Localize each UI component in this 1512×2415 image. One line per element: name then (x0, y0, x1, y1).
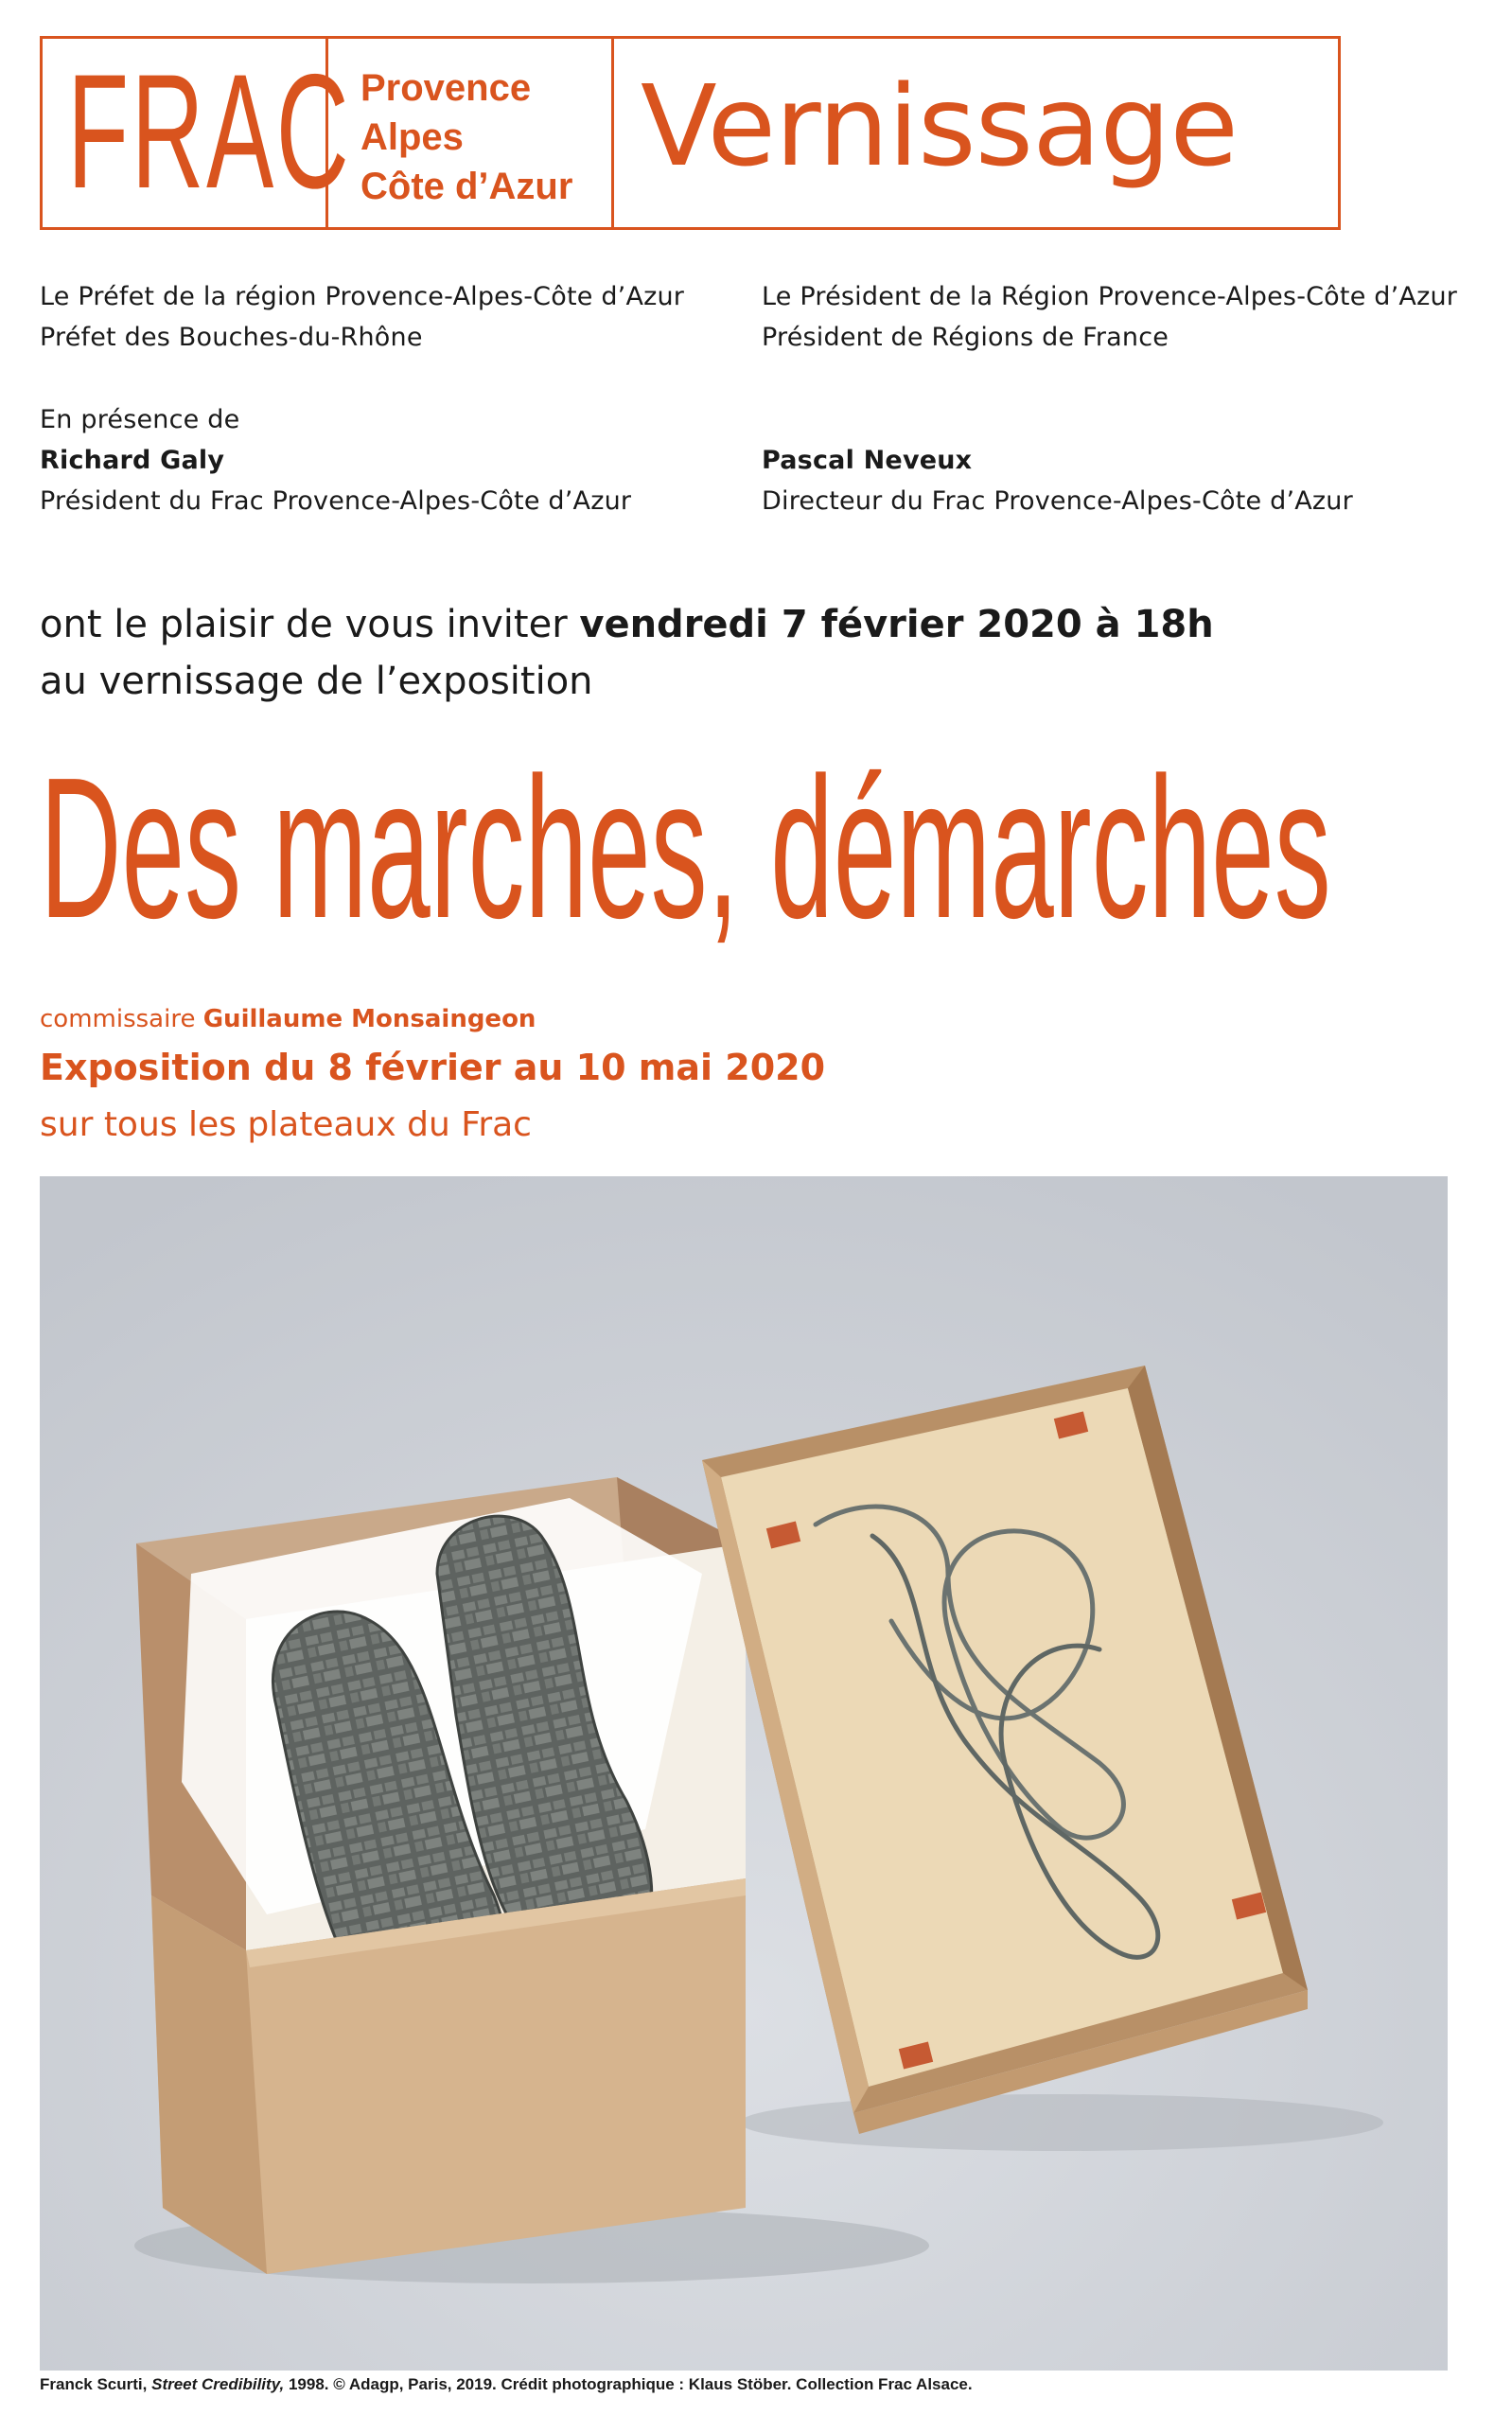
host-prefet (40, 276, 684, 358)
photo-caption (40, 2375, 973, 2394)
presence-president (40, 399, 631, 521)
region-name (360, 63, 572, 211)
host-president-region-line-2: Président de Régions de France (762, 323, 1169, 352)
region-cell (328, 39, 614, 227)
caption-artist: Franck Scurti, (40, 2375, 152, 2393)
host-president-region-line-1: Le Président de la Région Provence-Alpes-Côte d’Azur (762, 282, 1458, 311)
shoe-box (136, 1477, 746, 2274)
region-line-2: Alpes (360, 116, 464, 158)
president-role: Président du Frac Provence-Alpes-Côte d’Azur (40, 486, 632, 516)
artwork-illustration (40, 1176, 1448, 2371)
presence-label: En présence de (40, 405, 240, 434)
region-line-3: Côte d’Azur (360, 166, 573, 207)
caption-credits: 1998. © Adagp, Paris, 2019. Crédit photographique : Klaus Stöber. Collection Frac Alsace. (284, 2375, 973, 2393)
invitation-date: vendredi 7 février 2020 à 18h (579, 603, 1214, 646)
host-prefet-line-2: Préfet des Bouches-du-Rhône (40, 323, 423, 352)
exhibition-dates: Exposition du 8 février au 10 mai 2020 (40, 1047, 826, 1088)
host-president-region (762, 276, 1457, 358)
event-type-cell (614, 39, 1338, 227)
frac-logo-cell (43, 39, 352, 227)
exhibition-place: sur tous les plateaux du Frac (40, 1105, 532, 1144)
artwork-photo (40, 1176, 1448, 2371)
exhibition-title: Des marches, démarches (40, 735, 1331, 960)
host-prefet-line-1: Le Préfet de la région Provence-Alpes-Côte d’Azur (40, 282, 685, 311)
invitation-line-1 (40, 596, 1214, 653)
invitation-line-2: au vernissage de l’exposition (40, 660, 593, 703)
region-line-1: Provence (360, 67, 532, 109)
invitation-text (40, 596, 1214, 710)
curator-label: commissaire (40, 1005, 203, 1033)
header-box (40, 36, 1341, 230)
event-type-title: Vernissage (641, 61, 1238, 191)
curator-name: Guillaume Monsaingeon (202, 1005, 536, 1033)
frac-logo: FRAC (67, 41, 352, 222)
director-role: Directeur du Frac Provence-Alpes-Côte d’Azur (762, 486, 1353, 516)
caption-work: Street Credibility, (151, 2375, 285, 2393)
presence-director (762, 440, 1353, 521)
curator-line (40, 1005, 536, 1033)
president-name: Richard Galy (40, 446, 225, 475)
director-name: Pascal Neveux (762, 446, 973, 475)
invitation-prefix: ont le plaisir de vous inviter (40, 603, 580, 646)
